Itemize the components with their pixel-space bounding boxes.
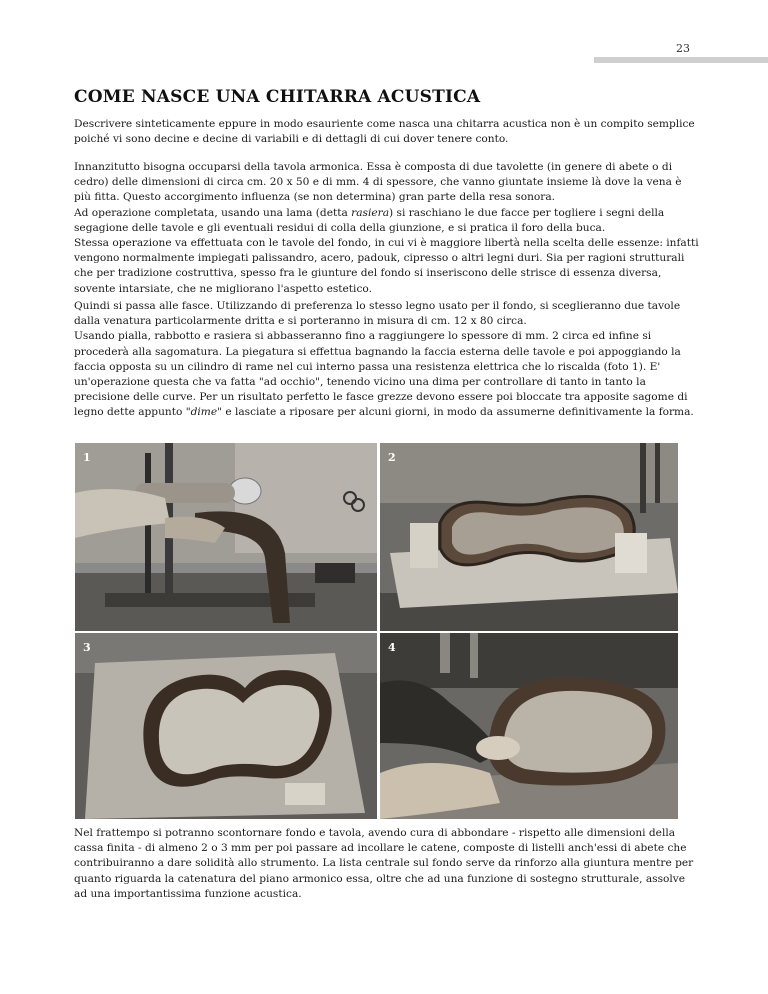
term-rasiera: rasiera [351, 206, 390, 219]
sides-text-a: Quindi si passa alle fasce. Utilizzando di preferenza lo stesso legno usato per il fondo, si sceglieranno due tavole dalla venatura particolarmente dritta e si porteranno in misura di cm. 12 x 80 circa. [74, 300, 681, 328]
photo-4 [380, 633, 678, 819]
photo-number: 4 [388, 641, 396, 654]
page-number: 23 [676, 42, 690, 55]
soundboard-paragraph [74, 160, 700, 297]
back-text: Stessa operazione va effettuata con le tavole del fondo, in cui vi è maggiore libertà nella scelta delle essenze: infatti vengono normalmente impiegati palissandro, acero, padouk, cipresso o altri legni duri. Sia per ragioni strutturali che per tradizione costruttiva, spesso fra le giunture del fondo si inseriscono delle strisce di essenza diversa, sovente intarsiate, che ne migliorano l'aspetto estetico. [74, 237, 699, 295]
photo-3-image [75, 633, 377, 819]
term-dime: dime [190, 406, 218, 419]
intro-paragraph [74, 117, 700, 147]
photo-number: 2 [388, 451, 396, 464]
closing-text: Nel frattempo si potranno scontornare fondo e tavola, avendo cura di abbondare - rispetto alle dimensioni della cassa finita - di almeno 2 o 3 mm per poi passare ad incollare le catene, composte di listelli anch'essi di abete che contribuiranno a dare solidità allo strumento. La lista centrale sul fondo serve da rinforzo alla giuntura mentre per quanto riguarda la catenatura del piano armonico essa, oltre che ad una funzione di sostegno strutturale, assolve ad una importantissima funzione acustica. [74, 827, 694, 900]
text-run: Usando pialla, rabbotto e rasiera si abbasseranno fino a raggiungere lo spessore di mm. 2 circa ed infine si procederà alla sagomatura. La piegatura si effettua bagnando la faccia esterna delle tavole e poi appoggiando la faccia opposta su un cilindro di rame nel cui interno passa una resistenza elettrica che lo riscalda (foto 1). E' un'operazione questa che va fatta "ad occhio", tenendo vicino una dima per controllare di tanto in tanto la precisione delle curve. Per un risultato perfetto le fasce grezze devono essere poi bloccate tra apposite sagome di legno dette appunto " [74, 330, 688, 419]
soundboard-text-b [74, 206, 700, 236]
photo-3 [75, 633, 377, 819]
photo-2 [380, 443, 678, 631]
photo-4-image [380, 633, 678, 819]
sides-paragraph [74, 299, 700, 421]
soundboard-text-a: Innanzitutto bisogna occuparsi della tavola armonica. Essa è composta di due tavolette (in genere di abete o di cedro) delle dimensioni di circa cm. 20 x 50 e di mm. 4 di spessore, che vanno giuntate insieme là dove la vena è più fitta. Questo accorgimento influenza (se non determina) gran parte della resa sonora. [74, 161, 682, 204]
photo-1-image [75, 443, 377, 631]
header-rule [594, 57, 768, 63]
article-title: COME NASCE UNA CHITARRA ACUSTICA [74, 87, 481, 107]
photo-1 [75, 443, 377, 631]
text-run: ) si raschiano le due facce per togliere i segni della segagione delle tavole e gli eventuali residui di colla della giunzione, e si pratica il foro della buca. [74, 206, 665, 234]
photo-number: 3 [83, 641, 91, 654]
intro-text: Descrivere sinteticamente eppure in modo esauriente come nasca una chitarra acustica non è un compito semplice poiché vi sono decine e decine di variabili e di dettagli di cui dover tenere conto. [74, 118, 695, 146]
sides-text-b [74, 329, 700, 420]
text-run: " e lasciate a riposare per alcuni giorni, in modo da assumerne definitivamente la forma. [217, 406, 694, 419]
photo-2-image [380, 443, 678, 631]
photo-number: 1 [83, 451, 91, 464]
closing-paragraph [74, 826, 700, 902]
text-run: Ad operazione completata, usando una lama (detta [74, 206, 352, 219]
